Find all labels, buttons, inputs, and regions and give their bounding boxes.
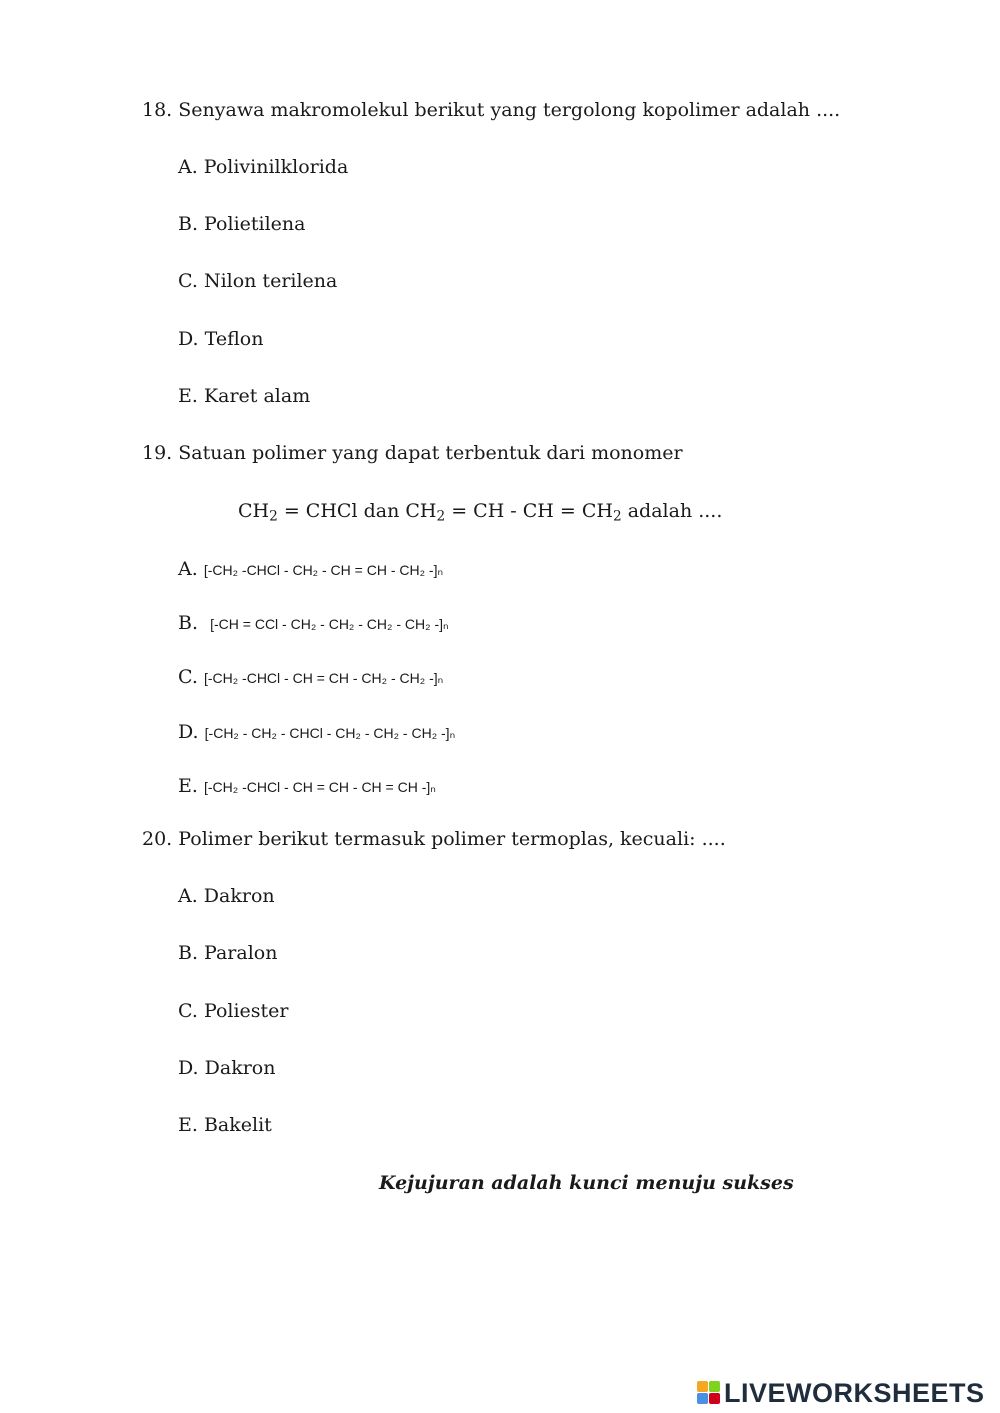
- question-18-text: 18. Senyawa makromolekul berikut yang tergolong kopolimer adalah ....: [142, 99, 841, 121]
- q19-option-c: C. [-CH₂ -CHCl - CH = CH - CH₂ - CH₂ -]ₙ: [178, 666, 444, 688]
- liveworksheets-logo-icon: [697, 1381, 721, 1405]
- q20-option-d: D. Dakron: [178, 1057, 276, 1079]
- q20-option-b: B. Paralon: [178, 942, 278, 964]
- liveworksheets-logo: [697, 1378, 985, 1408]
- q18-option-d: D. Teflon: [178, 328, 264, 350]
- q18-option-c: C. Nilon terilena: [178, 270, 338, 292]
- liveworksheets-logo-text: LIVEWORKSHEETS: [724, 1377, 985, 1408]
- q19-option-d: D. [-CH₂ - CH₂ - CHCl - CH₂ - CH₂ - CH₂ -]ₙ: [178, 721, 456, 743]
- q20-option-a: A. Dakron: [178, 885, 275, 907]
- q19-option-e-formula: [-CH₂ -CHCl - CH = CH - CH = CH -]ₙ: [203, 779, 436, 795]
- q19-option-b-formula: [-CH = CCl - CH₂ - CH₂ - CH₂ - CH₂ -]ₙ: [210, 616, 449, 632]
- q19-option-a: A. [-CH₂ -CHCl - CH₂ - CH = CH - CH₂ -]ₙ: [178, 558, 444, 580]
- q18-option-b: B. Polietilena: [178, 213, 306, 235]
- q18-option-a: A. Polivinilklorida: [178, 156, 349, 178]
- q19-option-a-formula: [-CH₂ -CHCl - CH₂ - CH = CH - CH₂ -]ₙ: [203, 562, 444, 578]
- question-19-text: 19. Satuan polimer yang dapat terbentuk dari monomer: [142, 442, 683, 464]
- q19-option-b: B. [-CH = CCl - CH₂ - CH₂ - CH₂ - CH₂ -]ₙ: [178, 612, 449, 634]
- motto-text: Kejujuran adalah kunci menuju sukses: [379, 1172, 794, 1194]
- q19-monomer-formula: $CH_2$ = CHCl dan $CH_2$ = CH - CH = $CH_2$ adalah ....: [238, 500, 723, 525]
- question-20-text: 20. Polimer berikut termasuk polimer termoplas, kecuali: ....: [142, 828, 726, 850]
- q20-option-e: E. Bakelit: [178, 1114, 272, 1136]
- q19-option-d-formula: [-CH₂ - CH₂ - CHCl - CH₂ - CH₂ - CH₂ -]ₙ: [204, 725, 456, 741]
- q20-option-c: C. Poliester: [178, 1000, 289, 1022]
- q19-option-e: E. [-CH₂ -CHCl - CH = CH - CH = CH -]ₙ: [178, 775, 436, 797]
- q19-option-c-formula: [-CH₂ -CHCl - CH = CH - CH₂ - CH₂ -]ₙ: [203, 670, 444, 686]
- q18-option-e: E. Karet alam: [178, 385, 311, 407]
